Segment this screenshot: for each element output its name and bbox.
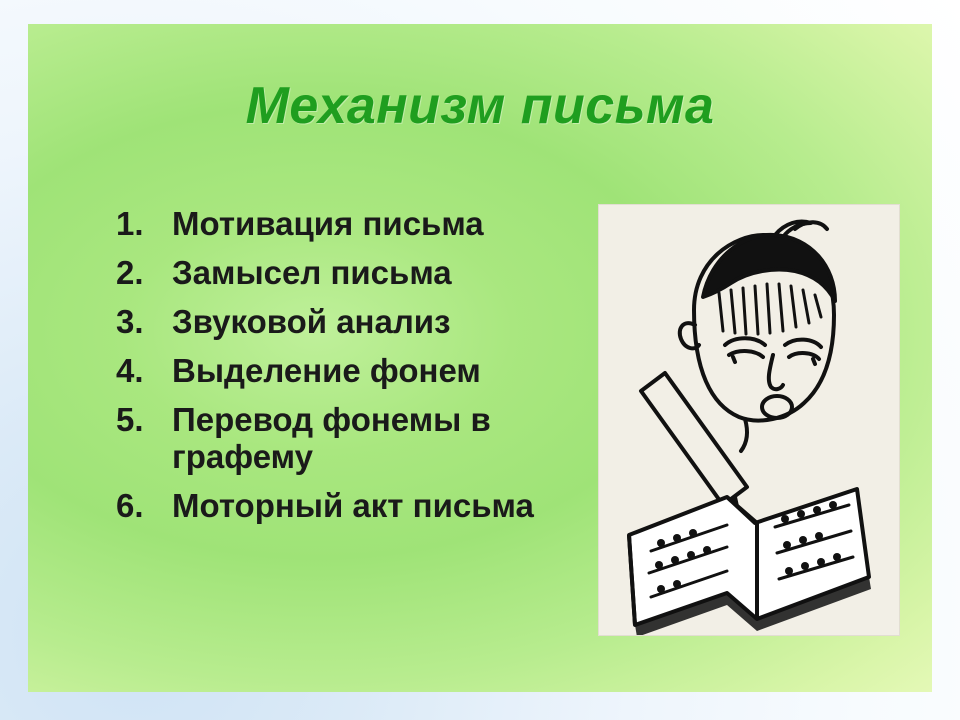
list-item-label: Мотивация письма — [172, 205, 484, 242]
list-item — [116, 402, 586, 476]
mechanism-list — [116, 206, 586, 537]
list-item — [116, 255, 586, 292]
list-item-number: 3. — [116, 302, 144, 340]
list-item-number: 5. — [116, 400, 144, 438]
list-item-label: Выделение фонем — [172, 351, 481, 389]
list-item-label: Замысел письма — [172, 253, 452, 291]
list-item-label: Звуковой анализ — [172, 302, 451, 340]
list-item-number: 2. — [116, 253, 144, 291]
slide-content — [84, 184, 914, 684]
list-item-number: 1. — [116, 205, 144, 242]
list-item-number: 6. — [116, 486, 144, 524]
page-title: Механизм письма — [245, 77, 715, 135]
list-item — [116, 488, 586, 525]
slide-panel — [28, 24, 932, 692]
list-item — [116, 304, 586, 341]
list-item-label: Перевод фонемы в графему — [172, 400, 491, 475]
boy-writing-illustration — [598, 204, 900, 636]
list-item-label: Моторный акт письма — [172, 486, 534, 524]
list-item-number: 4. — [116, 351, 144, 389]
list-item — [116, 206, 586, 243]
list-item — [116, 353, 586, 390]
